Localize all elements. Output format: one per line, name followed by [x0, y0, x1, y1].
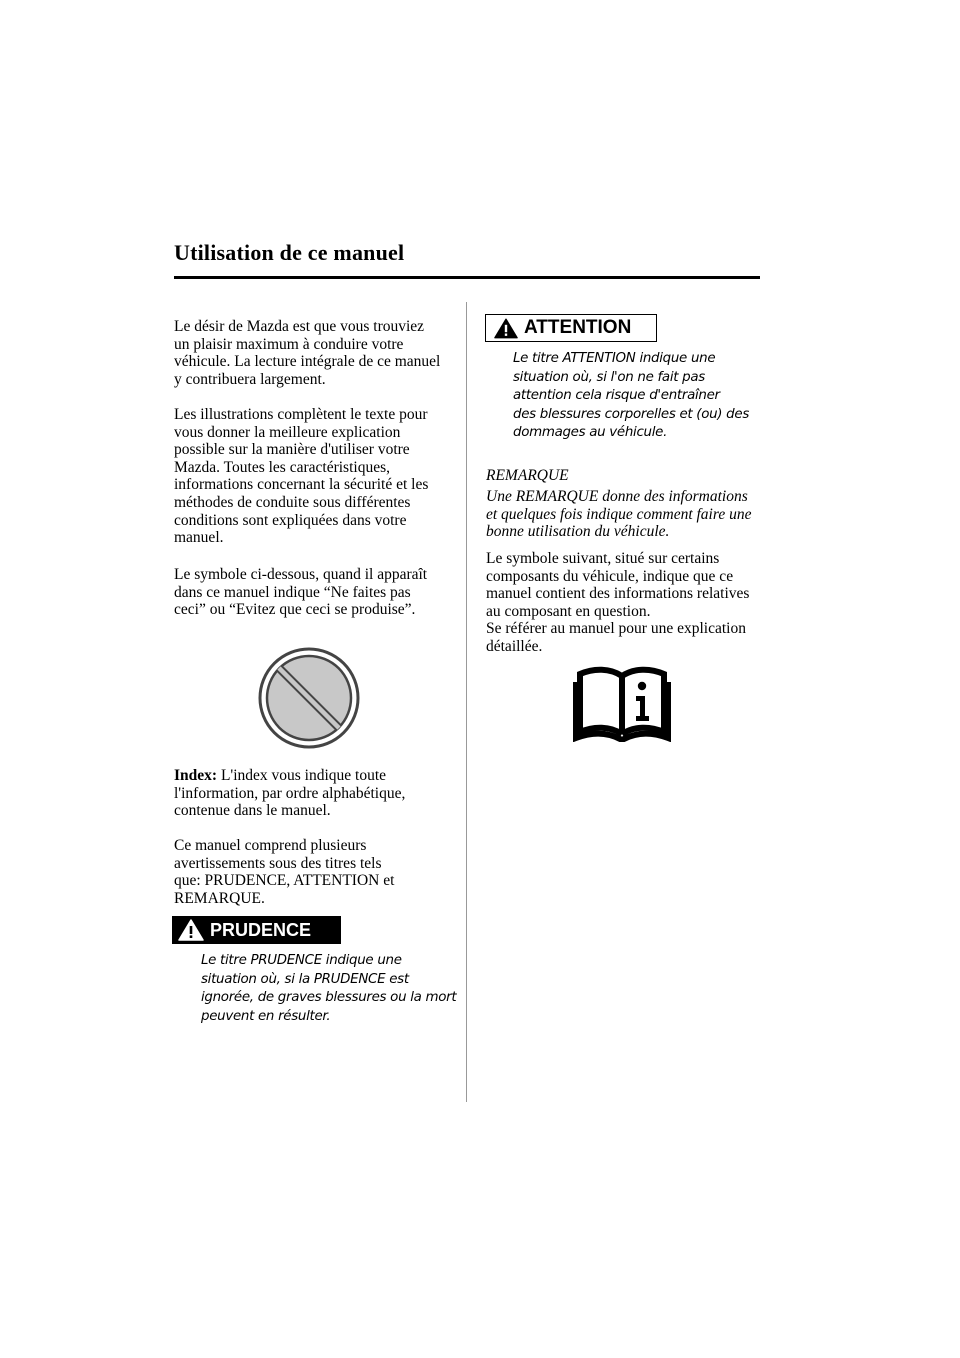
- text-line: l'information, par ordre alphabétique,: [174, 784, 406, 802]
- text-line: REMARQUE.: [174, 889, 265, 907]
- text-line: ceci” ou “Evitez que ceci se produise”.: [174, 601, 416, 619]
- text-line: détaillée.: [486, 637, 543, 655]
- remarque-text: [486, 488, 776, 541]
- page-title: Utilisation de ce manuel: [174, 240, 405, 265]
- prudence-text: [201, 952, 461, 1026]
- text-line: dans ce manuel indique “Ne faites pas: [174, 583, 411, 601]
- title-rule: [174, 276, 760, 279]
- text-line: Mazda. Toutes les caractéristiques,: [174, 458, 390, 476]
- text-line: Les illustrations complètent le texte pour: [174, 406, 428, 423]
- text-line: ignorée, de graves blessures ou la mort: [201, 990, 457, 1006]
- warnings-paragraph: [174, 837, 464, 907]
- warning-triangle-icon: [494, 318, 518, 339]
- text-line: peuvent en résulter.: [201, 1008, 331, 1024]
- text-line: au composant en question.: [486, 602, 651, 620]
- prudence-label: PRUDENCE: [210, 919, 312, 940]
- attention-label: ATTENTION: [524, 317, 632, 338]
- index-label: Index:: [174, 767, 218, 784]
- text-line: Le titre ATTENTION indique une: [513, 351, 716, 366]
- attention-text: [513, 350, 763, 443]
- intro-paragraph: [174, 318, 464, 388]
- prudence-label-box: [172, 916, 341, 944]
- text-line: possible sur la manière d'utiliser votre: [174, 441, 410, 459]
- text-line: informations concernant la sécurité et les: [174, 476, 429, 494]
- text-line: un plaisir maximum à conduire votre: [174, 335, 404, 353]
- text-line: manuel.: [174, 529, 224, 547]
- text-line: Le symbole suivant, situé sur certains: [486, 550, 720, 567]
- index-text: L'index vous indique toute: [217, 767, 387, 784]
- text-line: Ce manuel comprend plusieurs: [174, 837, 367, 854]
- column-divider: [466, 302, 467, 1102]
- text-line: avertissements sous des titres tels: [174, 854, 382, 872]
- prohibition-icon: [256, 645, 362, 756]
- text-line: attention cela risque d'entraîner: [513, 388, 720, 404]
- text-line: et quelques fois indique comment faire une: [486, 505, 752, 523]
- remarque-heading: REMARQUE: [486, 467, 569, 484]
- owners-manual-info-icon: [572, 662, 672, 747]
- text-line: manuel contient des informations relatives: [486, 585, 750, 603]
- text-line: contenue dans le manuel.: [174, 802, 331, 820]
- text-line: Le désir de Mazda est que vous trouviez: [174, 318, 425, 335]
- text-line: méthodes de conduite sous différentes: [174, 493, 411, 511]
- text-line: [174, 767, 464, 785]
- text-line: véhicule. La lecture intégrale de ce manuel: [174, 353, 441, 371]
- text-line: composants du véhicule, indique que ce: [486, 567, 734, 585]
- illustrations-paragraph: [174, 406, 464, 547]
- text-line: Le symbole ci-dessous, quand il apparaît: [174, 566, 428, 583]
- text-line: y contribuera largement.: [174, 370, 326, 388]
- text-line: des blessures corporelles et (ou) des: [513, 406, 749, 422]
- text-line: Le titre PRUDENCE indique une: [201, 953, 402, 968]
- text-line: conditions sont expliquées dans votre: [174, 511, 407, 529]
- symbol-paragraph: [174, 566, 464, 619]
- text-line: dommages au véhicule.: [513, 425, 668, 441]
- text-line: Une REMARQUE donne des informations: [486, 488, 748, 505]
- text-line: que: PRUDENCE, ATTENTION et: [174, 872, 395, 890]
- attention-label-box: [485, 314, 657, 342]
- text-line: vous donner la meilleure explication: [174, 423, 401, 441]
- text-line: situation où, si l'on ne fait pas: [513, 369, 705, 385]
- text-line: bonne utilisation du véhicule.: [486, 523, 670, 541]
- index-paragraph: [174, 767, 464, 820]
- text-line: Se référer au manuel pour une explication: [486, 620, 746, 638]
- manual-symbol-paragraph: [486, 550, 776, 656]
- text-line: situation où, si la PRUDENCE est: [201, 971, 409, 987]
- warning-triangle-icon: [178, 919, 204, 941]
